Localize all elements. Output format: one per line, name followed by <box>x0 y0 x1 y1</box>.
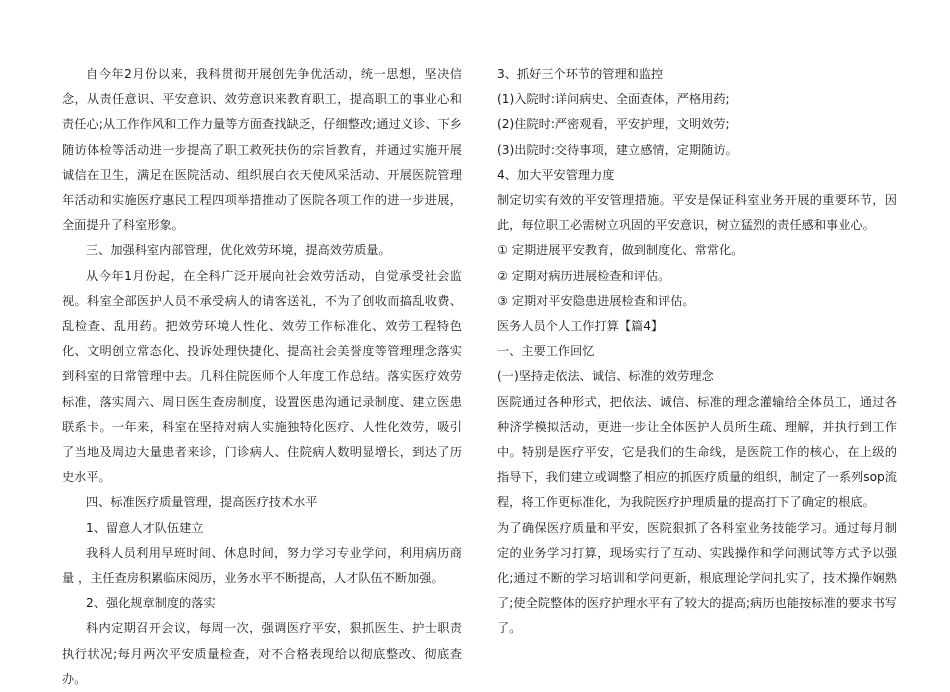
paragraph: 我科人员利用早班时间、休息时间，努力学习专业学问，利用病历商量 ，主任查房积累临床阅历，业务水平不断提高，人才队伍不断加强。 <box>62 545 462 586</box>
list-item: ① 定期进展平安教育，做到制度化、常常化。 <box>497 243 744 258</box>
paragraph: 医院通过各种形式，把依法、诚信、标准的理念灌输给全体员工，通过各种济学模拟活动，更进一步让全体医护人员所生疏、理解，并执行到工作中。特别是医疗平安，它是我们的生命线，是医院工作的核心，在上级的指导下，我们建立或调整了相应的抓医疗质量的组织，制定了一系列sop流程，将工作更标准化，为我院医疗护理质量的提高打下了确定的根底。 <box>497 394 897 510</box>
list-item: (1)入院时:详问病史、全面查体，严格用药; <box>497 92 730 107</box>
subsection-heading: (一)坚持走依法、诚信、标准的效劳理念 <box>497 369 714 384</box>
paragraph: 自今年2月份以来，我科贯彻开展创先争优活动，统一思想，坚决信念，从责任意识、平安意识、效劳意识来教育职工，提高职工的事业心和责任心;从工作作风和工作力量等方面查找缺乏，仔细整改;通过义诊、下乡随访体检等活动进一步提高了职工救死扶伤的宗旨教育，并通过实施开展诚信在卫生，满足在医院活动、组织展白衣天使风采活动、开展医院管理年活动和实施医疗惠民工程四项举措推动了医院各项工作的进一步进展，全面提升了科室形象。 <box>62 67 462 233</box>
subsection-heading: 3、抓好三个环节的管理和监控 <box>497 67 664 81</box>
paragraph: 制定切实有效的平安管理措施。平安是保证科室业务开展的重要环节，因此，每位职工必需树立巩固的平安意识，树立猛烈的责任感和事业心。 <box>497 193 897 233</box>
list-item: ② 定期对病历进展检查和评估。 <box>497 268 671 283</box>
section-heading: 四、标准医疗质量管理，提高医疗技术水平 <box>86 495 318 510</box>
subsection-heading: 2、强化规章制度的落实 <box>86 596 216 611</box>
paragraph: 科内定期召开会议，每周一次，强调医疗平安，狠抓医生、护士职责执行状况;每月两次平安质量检查，对不合格表现给以彻底整改、彻底查办。 <box>62 621 462 686</box>
section-heading: 一、主要工作回忆 <box>497 344 595 359</box>
list-item: (3)出院时:交待事项，建立感情，定期随访。 <box>497 142 738 157</box>
list-item: (2)住院时:严密观看，平安护理，文明效劳; <box>497 117 730 132</box>
subsection-heading: 1、留意人才队伍建立 <box>86 520 204 535</box>
subsection-heading: 4、加大平安管理力度 <box>497 167 615 182</box>
paragraph: 为了确保医疗质量和平安，医院狠抓了各科室业务技能学习。通过每月制定的业务学习打算，现场实行了互动、实践操作和学问测试等方式予以强化;通过不断的学习培训和学问更新，根底理论学问扎实了，技术操作娴熟了;使全院整体的医疗护理水平有了较大的提高;病历也能按标准的要求书写了。 <box>497 520 897 636</box>
right-column <box>497 62 897 642</box>
left-column <box>62 62 462 692</box>
article-title: 医务人员个人工作打算【篇4】 <box>497 319 664 334</box>
paragraph: 从今年1月份起，在全科广泛开展向社会效劳活动，自觉承受社会监视。科室全部医护人员不承受病人的请客送礼，不为了创收而搞乱收费、乱检查、乱用药。把效劳环境人性化、效劳工作标准化、效劳工程特色化、文明创立常态化、投诉处理快捷化、提高社会美誉度等管理理念落实到科室的日常管理中去。几科住院医师个人年度工作总结。落实医疗效劳标准，落实周六、周日医生查房制度，设置医患沟通记录制度、建立医患联系卡。一年来，科室在坚持对病人实施独特化医疗、人性化效劳，吸引了当地及周边大量患者来诊，门诊病人、住院病人数明显增长，到达了历史水平。 <box>62 268 462 485</box>
list-item: ③ 定期对平安隐患进展检查和评估。 <box>497 293 695 308</box>
section-heading: 三、加强科室内部管理，优化效劳环境，提高效劳质量。 <box>86 243 391 258</box>
